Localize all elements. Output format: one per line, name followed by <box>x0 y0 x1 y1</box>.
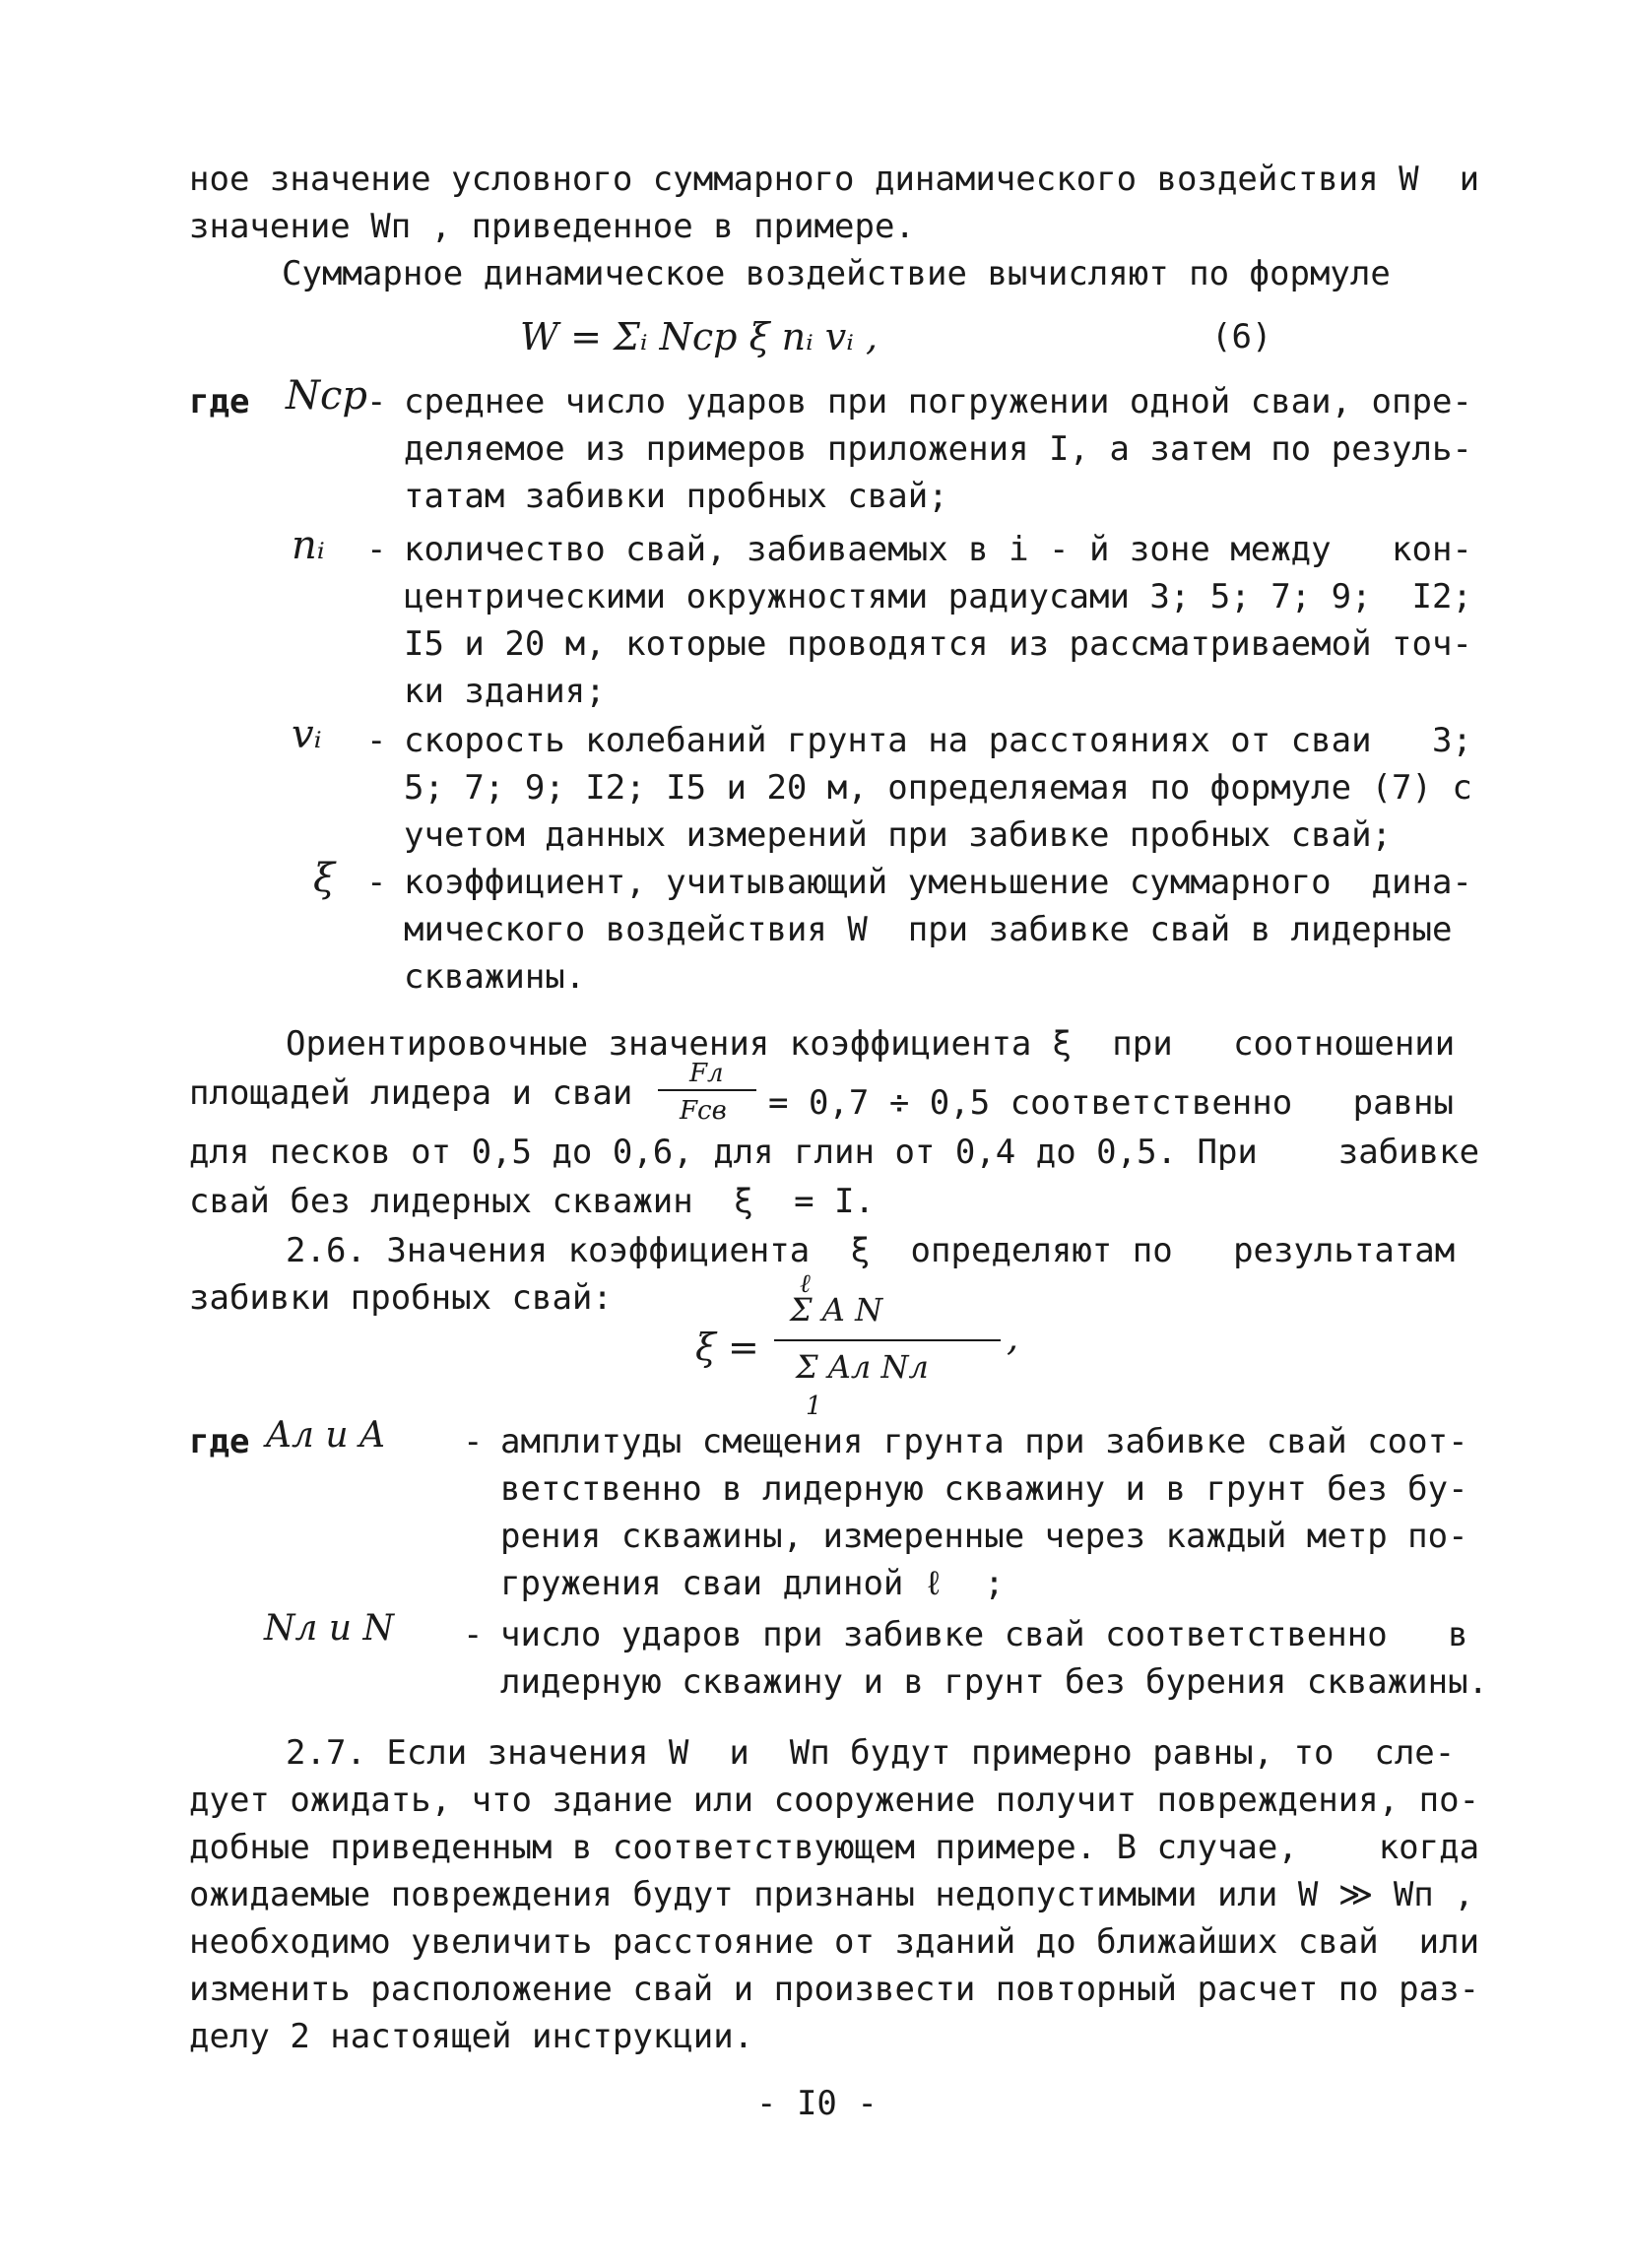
fraction-numerator: Fл <box>689 1059 724 1088</box>
formula6-intro: Суммарное динамическое воздействие вычисляют по формуле <box>282 254 1391 293</box>
def-amplitudes-line-2: ветственно в лидерную скважину и в грунт без бу- <box>500 1469 1468 1509</box>
xi-formula-bar <box>774 1339 1001 1341</box>
symbol-blows: Nл и N <box>264 1608 394 1649</box>
def-n-avg-line-2: деляемое из примеров приложения I, а затем по резуль- <box>404 429 1472 469</box>
def-n-avg-line-1: среднее число ударов при погружении одной сваи, опре- <box>404 382 1472 421</box>
coef-line-2b: = 0,7 ÷ 0,5 соответственно равны <box>768 1083 1454 1123</box>
xi-formula-sum-bottom: 1 <box>806 1392 822 1421</box>
fraction-denominator: Fсв <box>680 1096 727 1126</box>
symbol-n-avg: Nср <box>286 373 368 419</box>
def-xi-line-2: мического воздействия W при забивке свай в лидерные <box>404 910 1453 949</box>
def-amplitudes-line-1: амплитуды смещения грунта при забивке свай соот- <box>500 1422 1468 1461</box>
symbol-xi: ξ <box>313 856 336 901</box>
def-v-i-line-1: скорость колебаний грунта на расстояниях от сваи 3; <box>404 721 1472 760</box>
dash: - <box>366 863 387 902</box>
section-2-6-line-1: 2.6. Значения коэффициента ξ определяют по результатам <box>286 1231 1456 1270</box>
def-v-i-line-2: 5; 7; 9; I2; I5 и 20 м, определяемая по формуле (7) с <box>404 768 1472 808</box>
def-blows-line-1: число ударов при забивке свай соответственно в <box>500 1615 1468 1654</box>
xi-formula-denominator: Σ Aл Nл <box>796 1348 929 1386</box>
intro-line-1: ное значение условного суммарного динамического воздействия W и <box>189 160 1480 199</box>
xi-formula-sum-top: ℓ <box>800 1269 811 1299</box>
coef-line-4: свай без лидерных скважин ξ = I. <box>189 1182 875 1221</box>
where-label-1: где <box>189 382 250 421</box>
coef-line-1: Ориентировочные значения коэффициента ξ при соотношении <box>286 1024 1456 1064</box>
def-n-avg-line-3: татам забивки пробных свай; <box>404 477 948 516</box>
section-2-7-line-1: 2.7. Если значения W и Wп будут примерно равны, то сле- <box>286 1733 1456 1773</box>
def-n-i-line-1: количество свай, забиваемых в i - й зоне между кон- <box>404 530 1472 569</box>
section-2-7-line-7: делу 2 настоящей инструкции. <box>189 2017 754 2056</box>
def-n-i-line-2: центрическими окружностями радиусами 3; 5; 7; 9; I2; <box>404 577 1472 616</box>
dash: - <box>463 1615 484 1654</box>
dash: - <box>366 382 387 421</box>
where-label-2: где <box>189 1422 250 1461</box>
dash: - <box>463 1422 484 1461</box>
section-2-7-line-2: дует ожидать, что здание или сооружение получит повреждения, по- <box>189 1781 1480 1820</box>
section-2-6-line-2: забивки пробных свай: <box>189 1278 613 1318</box>
def-n-i-line-4: ки здания; <box>404 672 606 711</box>
def-xi-line-3: скважины. <box>404 957 586 997</box>
def-v-i-line-3: учетом данных измерений при забивке пробных свай; <box>404 815 1393 855</box>
formula-6-number: (6) <box>1211 317 1272 356</box>
xi-formula-numerator: Σ A N <box>790 1291 883 1328</box>
symbol-n-i: nᵢ <box>292 523 325 568</box>
xi-formula-comma: , <box>1007 1316 1019 1359</box>
section-2-7-line-4: ожидаемые повреждения будут признаны недопустимыми или W ≫ Wп , <box>189 1875 1474 1914</box>
formula-6: W = Σᵢ Nср ξ nᵢ vᵢ , <box>520 315 879 358</box>
section-2-7-line-3: добные приведенным в соответствующем примере. В случае, когда <box>189 1828 1480 1867</box>
coef-line-2a: площадей лидера и сваи <box>189 1073 633 1113</box>
page-number: - I0 - <box>756 2084 878 2123</box>
symbol-v-i: vᵢ <box>292 712 322 757</box>
def-xi-line-1: коэффициент, учитывающий уменьшение суммарного дина- <box>404 863 1472 902</box>
section-2-7-line-5: необходимо увеличить расстояние от зданий до ближайших свай или <box>189 1922 1480 1962</box>
def-blows-line-2: лидерную скважину и в грунт без бурения скважины. <box>500 1662 1489 1702</box>
def-n-i-line-3: I5 и 20 м, которые проводятся из рассматриваемой точ- <box>404 624 1472 664</box>
section-2-7-line-6: изменить расположение свай и произвести повторный расчет по раз- <box>189 1970 1480 2009</box>
symbol-amplitudes: Aл и A <box>266 1415 385 1456</box>
def-amplitudes-line-4: гружения сваи длиной ℓ ; <box>500 1564 1005 1603</box>
dash: - <box>366 721 387 760</box>
coef-line-3: для песков от 0,5 до 0,6, для глин от 0,4 до 0,5. При забивке <box>189 1133 1480 1172</box>
def-amplitudes-line-3: рения скважины, измеренные через каждый метр по- <box>500 1517 1468 1556</box>
xi-formula-lhs: ξ = <box>695 1326 759 1369</box>
intro-line-2: значение Wп , приведенное в примере. <box>189 207 915 246</box>
dash: - <box>366 530 387 569</box>
